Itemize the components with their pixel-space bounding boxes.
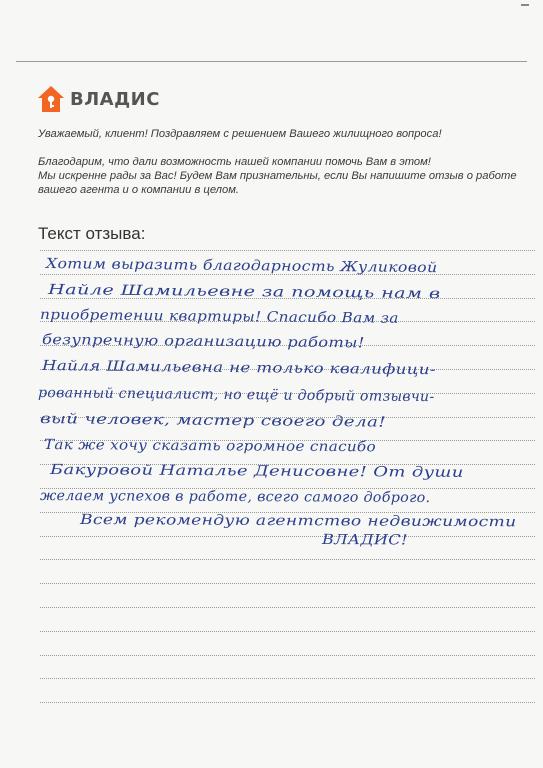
handwritten-line: желаем успехов в работе, всего самого доброго.	[39, 488, 431, 507]
writing-line	[40, 559, 535, 560]
writing-line	[40, 536, 535, 537]
intro-line: вашего агента и о компании в целом.	[38, 184, 239, 196]
intro-paragraph	[38, 155, 518, 197]
company-logo	[36, 84, 160, 114]
greeting-text: Уважаемый, клиент! Поздравляем с решением Вашего жилищного вопроса!	[38, 128, 442, 140]
handwritten-line: Бакуровой Наталье Денисовне! От души	[49, 462, 464, 481]
house-key-icon	[36, 84, 66, 114]
writing-line	[40, 631, 535, 632]
handwritten-line: вый человек, мастер своего дела!	[39, 411, 387, 431]
handwritten-line: безупречную организацию работы!	[41, 332, 365, 352]
writing-line	[40, 678, 535, 679]
handwritten-line: Так же хочу сказать огромное спасибо	[43, 437, 376, 456]
header-divider	[16, 61, 527, 62]
intro-line: Мы искренне рады за Вас! Будем Вам признательны, если Вы напишите отзыв о работе	[38, 170, 517, 182]
handwritten-line: Всем рекомендую агентство недвижимости	[79, 512, 517, 531]
intro-line: Благодарим, что дали возможность нашей компании помочь Вам в этом!	[38, 156, 431, 168]
company-name: ВЛАДИС	[70, 88, 160, 110]
writing-line	[40, 702, 535, 703]
handwritten-line: Найле Шамильевне за помощь нам в	[47, 282, 441, 303]
handwritten-line: рованный специалист, но ещё и добрый отзывчи-	[37, 385, 435, 406]
handwritten-line: Хотим выразить благодарность Жуликовой	[45, 256, 438, 277]
review-title: Текст отзыва:	[38, 224, 146, 243]
scan-mark	[521, 4, 529, 12]
writing-line	[40, 655, 535, 656]
handwritten-line: приобретении квартиры! Спасибо Вам за	[39, 307, 399, 327]
handwritten-line: ВЛАДИС!	[321, 532, 408, 549]
writing-line	[40, 607, 535, 608]
handwritten-line: Найля Шамильевна не только квалифици-	[41, 358, 436, 379]
writing-line	[40, 583, 535, 584]
writing-line	[40, 250, 535, 251]
